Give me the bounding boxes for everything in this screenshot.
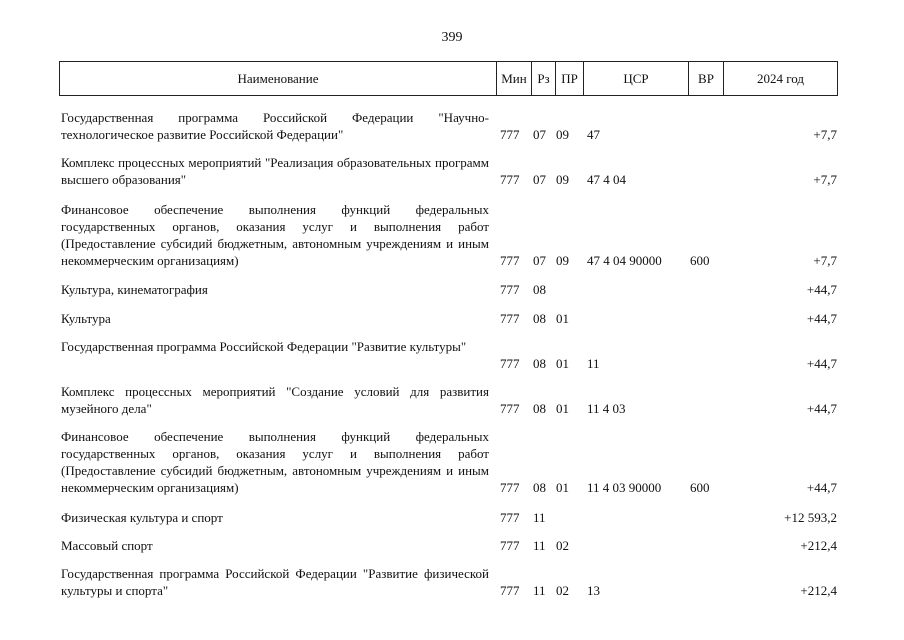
row-csr: 47 4 04 90000 bbox=[587, 253, 662, 268]
row-min: 777 bbox=[500, 356, 520, 371]
table-row bbox=[0, 154, 904, 188]
page-number: 399 bbox=[441, 30, 463, 45]
row-name: Массовый спорт bbox=[61, 538, 153, 553]
table-row bbox=[0, 565, 904, 599]
row-amount: +12 593,2 bbox=[784, 510, 837, 525]
row-min: 777 bbox=[500, 127, 520, 142]
row-rz: 11 bbox=[533, 510, 546, 525]
table-row bbox=[0, 201, 904, 269]
row-pr: 09 bbox=[556, 127, 569, 142]
row-csr: 11 bbox=[587, 356, 600, 371]
row-csr: 13 bbox=[587, 583, 600, 598]
table-row bbox=[0, 509, 904, 526]
row-rz: 07 bbox=[533, 127, 546, 142]
table-row bbox=[0, 281, 904, 298]
row-rz: 08 bbox=[533, 480, 546, 495]
header-vr: ВР bbox=[688, 62, 723, 95]
row-csr: 47 4 04 bbox=[587, 172, 626, 187]
table-header bbox=[59, 61, 838, 96]
header-min: Мин bbox=[496, 62, 531, 95]
row-min: 777 bbox=[500, 583, 520, 598]
row-name: Государственная программа Российской Федерации "Развитие культуры" bbox=[61, 339, 467, 354]
table-row bbox=[0, 109, 904, 143]
row-csr: 11 4 03 90000 bbox=[587, 480, 662, 495]
row-name: Физическая культура и спорт bbox=[61, 510, 223, 525]
row-pr: 02 bbox=[556, 583, 569, 598]
row-min: 777 bbox=[500, 401, 520, 416]
row-amount: +44,7 bbox=[806, 282, 837, 297]
row-min: 777 bbox=[500, 510, 520, 525]
row-vr: 600 bbox=[690, 480, 710, 495]
row-vr: 600 bbox=[690, 253, 710, 268]
header-pr: ПР bbox=[555, 62, 583, 95]
row-amount: +7,7 bbox=[813, 172, 837, 187]
row-min: 777 bbox=[500, 538, 520, 553]
row-rz: 08 bbox=[533, 401, 546, 416]
row-pr: 01 bbox=[556, 401, 569, 416]
row-min: 777 bbox=[500, 172, 520, 187]
row-pr: 09 bbox=[556, 172, 569, 187]
row-amount: +212,4 bbox=[800, 583, 837, 598]
row-rz: 08 bbox=[533, 356, 546, 371]
row-name: Культура bbox=[61, 311, 111, 326]
table-row bbox=[0, 383, 904, 417]
row-amount: +44,7 bbox=[806, 401, 837, 416]
row-rz: 11 bbox=[533, 583, 546, 598]
header-rz: Рз bbox=[531, 62, 555, 95]
table-row bbox=[0, 338, 904, 372]
header-year: 2024 год bbox=[723, 62, 837, 95]
row-rz: 08 bbox=[533, 311, 546, 326]
header-name: Наименование bbox=[237, 71, 319, 86]
row-pr: 01 bbox=[556, 480, 569, 495]
row-min: 777 bbox=[500, 282, 520, 297]
row-amount: +212,4 bbox=[800, 538, 837, 553]
row-pr: 01 bbox=[556, 356, 569, 371]
row-name: Финансовое обеспечение выполнения функций федеральных государственных органов, оказания услуг и выполнения работ (Предоставление субсидий бюджетным, автономным учреждениям и иным некоммерческим организациям) bbox=[61, 202, 489, 268]
row-csr: 11 4 03 bbox=[587, 401, 626, 416]
row-pr: 01 bbox=[556, 311, 569, 326]
row-pr: 09 bbox=[556, 253, 569, 268]
table-row bbox=[0, 428, 904, 496]
row-name: Культура, кинематография bbox=[61, 282, 208, 297]
row-name: Государственная программа Российской Федерации "Развитие физической культуры и спорта" bbox=[61, 566, 489, 598]
row-min: 777 bbox=[500, 311, 520, 326]
row-min: 777 bbox=[500, 480, 520, 495]
row-rz: 11 bbox=[533, 538, 546, 553]
row-amount: +7,7 bbox=[813, 127, 837, 142]
row-name: Государственная программа Российской Федерации "Научно-технологическое развитие Российской Федерации" bbox=[61, 110, 489, 142]
row-rz: 07 bbox=[533, 253, 546, 268]
row-amount: +44,7 bbox=[806, 356, 837, 371]
table-row bbox=[0, 310, 904, 327]
table-row bbox=[0, 537, 904, 554]
row-name: Комплекс процессных мероприятий "Реализация образовательных программ высшего образования" bbox=[61, 155, 489, 187]
row-amount: +44,7 bbox=[806, 311, 837, 326]
row-csr: 47 bbox=[587, 127, 600, 142]
row-min: 777 bbox=[500, 253, 520, 268]
row-amount: +44,7 bbox=[806, 480, 837, 495]
row-name: Комплекс процессных мероприятий "Создание условий для развития музейного дела" bbox=[61, 384, 489, 416]
row-amount: +7,7 bbox=[813, 253, 837, 268]
row-rz: 07 bbox=[533, 172, 546, 187]
row-rz: 08 bbox=[533, 282, 546, 297]
row-name: Финансовое обеспечение выполнения функций федеральных государственных органов, оказания услуг и выполнения работ (Предоставление субсидий бюджетным, автономным учреждениям и иным некоммерческим организациям) bbox=[61, 429, 489, 495]
row-pr: 02 bbox=[556, 538, 569, 553]
header-csr: ЦСР bbox=[583, 62, 688, 95]
